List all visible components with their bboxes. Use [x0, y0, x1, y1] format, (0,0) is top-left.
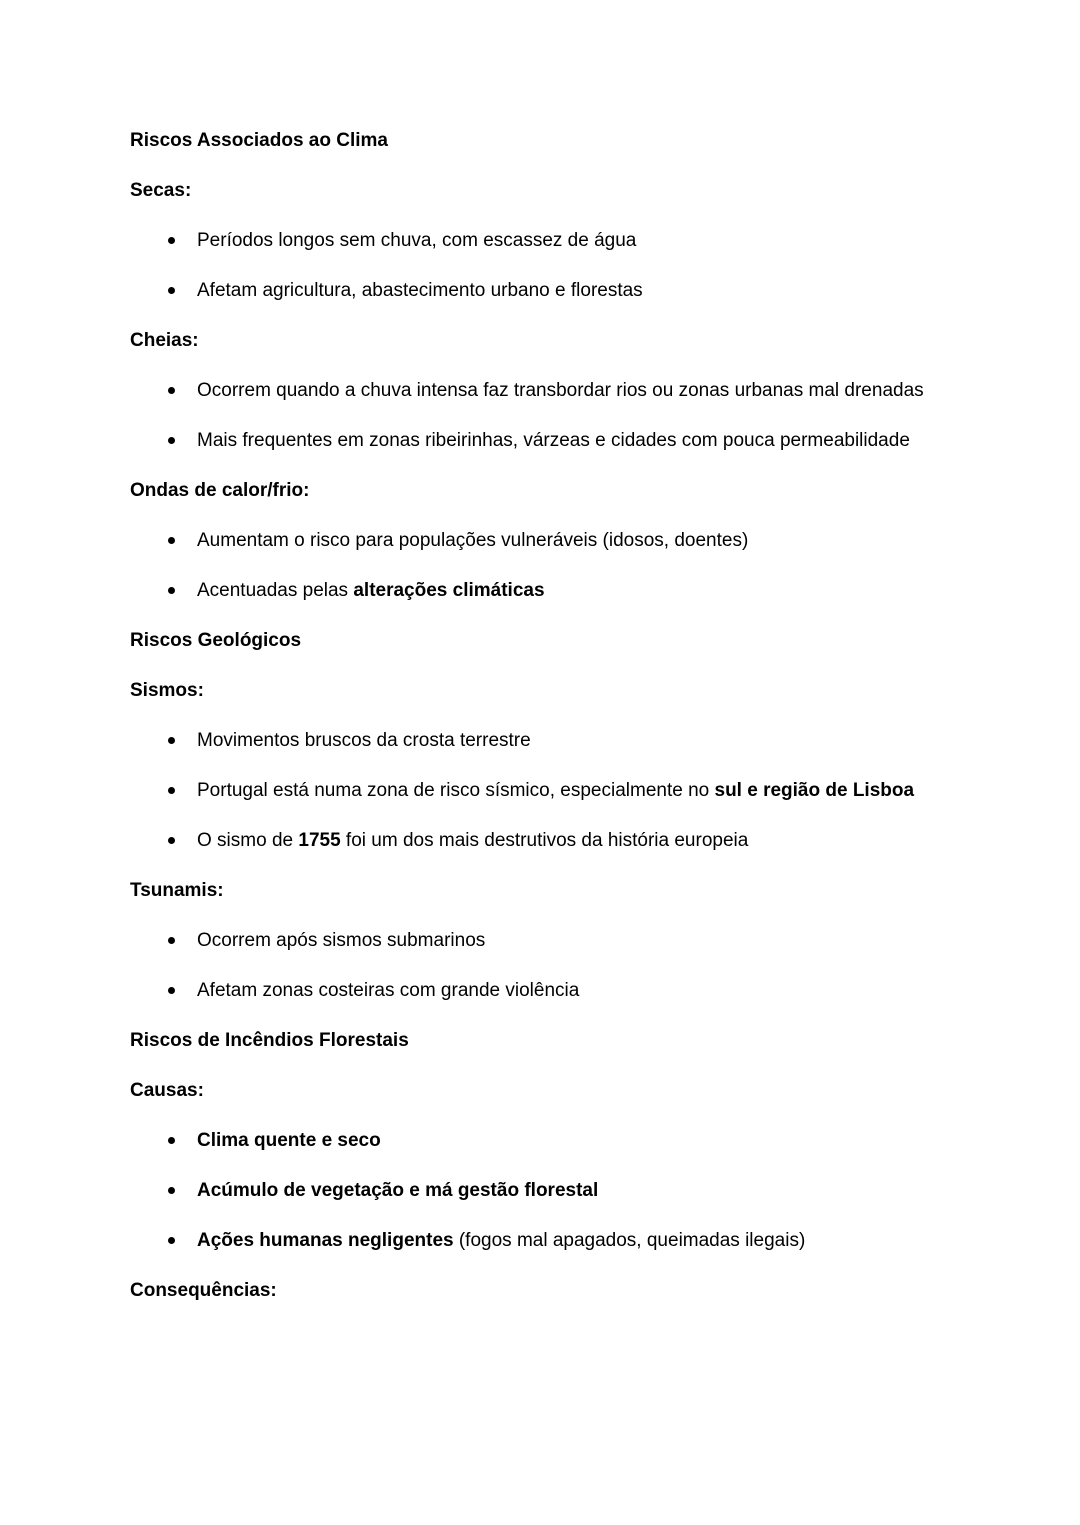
list-item-text: Aumentam o risco para populações vulneráveis (idosos, doentes) [197, 530, 749, 551]
list-item-text: Portugal está numa zona de risco sísmico, especialmente no sul e região de Lisboa [197, 780, 915, 801]
list-item-aumentam-risco [130, 526, 950, 555]
heading-riscos-associados-ao-clima: Riscos Associados ao Clima [130, 130, 389, 151]
list-item-movimentos-bruscos [130, 726, 950, 755]
heading-consequencias: Consequências: [130, 1280, 277, 1301]
list-item-text: Movimentos bruscos da crosta terrestre [197, 730, 531, 751]
bullet-icon [168, 937, 175, 944]
heading-cheias: Cheias: [130, 330, 199, 351]
heading-causas: Causas: [130, 1080, 204, 1101]
heading-secas: Secas: [130, 180, 192, 201]
list-item-mais-frequentes [130, 426, 950, 455]
bullet-icon [168, 287, 175, 294]
list-item-text: Ocorrem quando a chuva intensa faz transbordar rios ou zonas urbanas mal drenadas [197, 380, 924, 401]
list-item-text: Períodos longos sem chuva, com escassez de água [197, 230, 637, 251]
list-item-acumulo-vegetacao [130, 1176, 950, 1205]
list-item-text: Ocorrem após sismos submarinos [197, 930, 486, 951]
list-item-text: Clima quente e seco [197, 1130, 381, 1151]
list-item-clima-quente-seco [130, 1126, 950, 1155]
list-item-text: Acentuadas pelas alterações climáticas [197, 580, 545, 601]
list-item-sismo-1755 [130, 826, 950, 855]
list-item-text: Acúmulo de vegetação e má gestão florestal [197, 1180, 599, 1201]
bullet-icon [168, 1137, 175, 1144]
bullet-icon [168, 437, 175, 444]
bullet-icon [168, 237, 175, 244]
bullet-icon [168, 987, 175, 994]
list-item-periodos-longos [130, 226, 950, 255]
list-item-portugal-zona-sismica [130, 776, 950, 805]
heading-riscos-geologicos: Riscos Geológicos [130, 630, 302, 651]
heading-sismos: Sismos: [130, 680, 204, 701]
bullet-icon [168, 737, 175, 744]
bullet-icon [168, 537, 175, 544]
bullet-icon [168, 1187, 175, 1194]
list-item-ocorrem-chuva-intensa [130, 376, 950, 405]
list-item-text: Mais frequentes em zonas ribeirinhas, várzeas e cidades com pouca permeabilidade [197, 430, 910, 451]
list-item-text: O sismo de 1755 foi um dos mais destrutivos da história europeia [197, 830, 749, 851]
list-item-text: Afetam agricultura, abastecimento urbano e florestas [197, 280, 643, 301]
bullet-icon [168, 837, 175, 844]
list-item-afetam-zonas-costeiras [130, 976, 950, 1005]
list-item-text: Ações humanas negligentes (fogos mal apagados, queimadas ilegais) [197, 1230, 806, 1251]
list-item-acentuadas-alteracoes [130, 576, 950, 605]
heading-ondas-de-calor-frio: Ondas de calor/frio: [130, 480, 310, 501]
heading-riscos-incendios-florestais: Riscos de Incêndios Florestais [130, 1030, 409, 1051]
bullet-icon [168, 1237, 175, 1244]
list-item-ocorrem-apos-sismos [130, 926, 950, 955]
heading-tsunamis: Tsunamis: [130, 880, 224, 901]
list-item-acoes-humanas [130, 1226, 950, 1255]
bullet-icon [168, 787, 175, 794]
bullet-icon [168, 387, 175, 394]
list-item-afetam-agricultura [130, 276, 950, 305]
bullet-icon [168, 587, 175, 594]
list-item-text: Afetam zonas costeiras com grande violência [197, 980, 580, 1001]
